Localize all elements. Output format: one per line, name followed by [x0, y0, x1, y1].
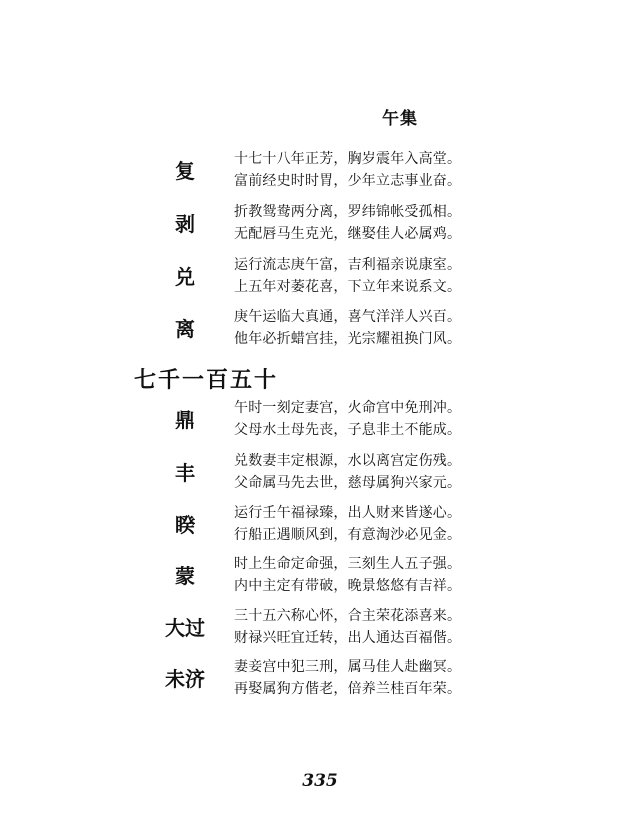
entry-1 [0, 148, 640, 194]
entry-7 [0, 502, 640, 548]
verse-line-1: 妻妾宫中犯三刑，属马佳人赴幽冥。 [234, 659, 462, 675]
verse-line-2: 内中主定有带破，晚景悠悠有吉祥。 [234, 578, 462, 594]
hexagram-name: 蒙 [175, 564, 195, 588]
hexagram-name: 鼎 [175, 408, 195, 432]
hexagram-name: 离 [175, 317, 195, 341]
hexagram-name: 剥 [175, 212, 195, 236]
verse-line-1: 兑数妻丰定根源，水以离宫定伤残。 [234, 453, 462, 469]
hexagram-name: 未济 [165, 667, 205, 691]
verse-line-2: 无配唇马生克光，继娶佳人必属鸡。 [234, 226, 462, 242]
page-number: 335 [302, 771, 338, 791]
entry-2 [0, 201, 640, 247]
hexagram-name: 大过 [165, 616, 205, 640]
page-header: 午集 [382, 109, 418, 129]
entry-10 [0, 656, 640, 702]
hexagram-name: 睽 [175, 513, 195, 537]
verse-line-2: 再娶属狗方偕老，倍养兰桂百年荣。 [234, 681, 462, 697]
verse-line-2: 行船正遇顺风到，有意淘沙必见金。 [234, 527, 462, 543]
entry-4 [0, 306, 640, 352]
verse-line-1: 十七十八年正芳，胸岁震年入高堂。 [234, 151, 462, 167]
verse-line-1: 三十五六称心怀，合主荣花添喜来。 [234, 608, 462, 624]
verse-line-2: 上五年对萎花喜，下立年来说系文。 [234, 279, 462, 295]
section-title: 七千一百五十 [134, 367, 279, 393]
verse-line-1: 运行壬午福禄臻，出人财来皆遂心。 [234, 505, 462, 521]
verse-line-2: 财禄兴旺宜迁转，出人通达百福偕。 [234, 630, 462, 646]
verse-line-2: 他年必折蜡宫挂，光宗耀祖换门风。 [234, 331, 462, 347]
verse-line-1: 庚午运临大真通，喜气洋洋人兴百。 [234, 309, 462, 325]
verse-line-1: 午时一刻定妻宫，火命宫中免刑冲。 [234, 400, 462, 416]
entry-9 [0, 605, 640, 651]
hexagram-name: 兑 [175, 265, 195, 289]
entry-5 [0, 397, 640, 443]
verse-line-1: 时上生命定命强，三刻生人五子强。 [234, 556, 462, 572]
verse-line-2: 父母水土母先丧，子息非土不能成。 [234, 422, 462, 438]
verse-line-2: 父命属马先去世，慈母属狗兴家元。 [234, 475, 462, 491]
verse-line-1: 运行流志庚午富，吉利福亲说康室。 [234, 257, 462, 273]
verse-line-2: 富前经史时时胃，少年立志事业奋。 [234, 173, 462, 189]
entry-6 [0, 450, 640, 496]
verse-line-1: 折教鸳鸯两分离，罗纬锦帐受孤相。 [234, 204, 462, 220]
entry-3 [0, 254, 640, 300]
entry-8 [0, 553, 640, 599]
hexagram-name: 丰 [175, 461, 195, 485]
hexagram-name: 复 [175, 159, 195, 183]
